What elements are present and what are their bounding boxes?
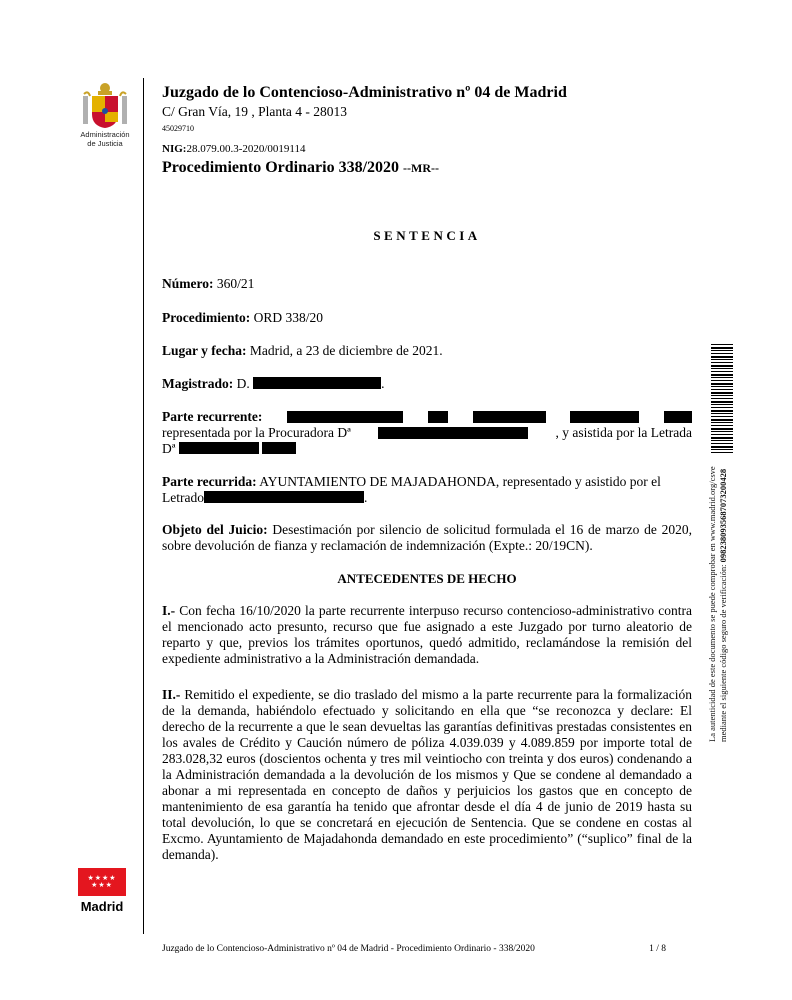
procedure-title [162,159,439,177]
nig-label: NIG: [162,143,187,155]
recurrida-line-2: Letrado . [162,490,368,505]
crest-label [68,130,142,148]
verification-line-1: La autenticidad de este documento se puede comprobar en www.madrid.org/csve [707,466,717,742]
procedure-suffix: --MR-- [403,161,439,175]
recurrida-label: Parte recurrida: [162,474,257,489]
footer-text: Juzgado de lo Contencioso-Administrativo nº 04 de Madrid - Procedimiento Ordinario - 338/2020 [162,944,535,954]
antecedente-2-text: Remitido el expediente, se dio traslado del mismo a la parte recurrente para la formalización de la demanda, habiéndolo efectuado y solicitando en ella que “se reconozca y declare: El derecho de la recurrente a que le sean devueltas las garantías definitivas prestadas consistentes en los avales de Crédito y Caución número de póliza 4.039.039 y 4.089.859 por importe total de 283.028,32 euros (doscientos ochenta y tres mil veintiocho con treinta y dos euros) condenando a la Administración demandada a la devolución de los mismos y Que se condene al demandado a abonar a mi representada en concepto de daños y perjuicios los gastos que en concepto de mantenimiento de esa garantía ha tenido que afrontar desde el día 4 de junio de 2019 hasta su total devolución, lo que se concretará en ejecución de Sentencia. Que se condene en costas al Excmo. Ayuntamiento de Majadahonda demandado en este procedimiento” (“suplico” final de la demanda). [162,687,693,862]
antecedente-2 [162,687,692,863]
recurrente-text-2: , y asistida por la Letrada [555,425,692,440]
redacted-name-2 [428,411,448,423]
numero-value: 360/21 [216,276,255,291]
antecedente-2-label: II.- [162,687,181,702]
procedure-name: Procedimiento Ordinario 338/2020 [162,159,400,176]
recurrida-text: AYUNTAMIENTO DE MAJADAHONDA, representado y asistido por el [259,474,661,489]
antecedente-1 [162,603,692,667]
nig-value: 28.079.00.3-2020/0019114 [186,143,306,155]
numero-field [162,276,692,292]
recurrida-field [162,474,692,506]
recurrente-line-1 [162,409,692,425]
recurrente-label: Parte recurrente: [162,409,263,424]
verification-code: 0982380935687073200428 [718,468,728,563]
madrid-flag-icon: ★★★★ ★★★ [78,868,126,896]
verification-barcode [711,344,733,454]
redacted-letrada-1 [179,442,259,454]
antecedentes-heading: ANTECEDENTES DE HECHO [337,571,517,586]
nig-line [162,143,306,155]
objeto-field [162,522,692,554]
magistrado-field: Magistrado: D. . [162,376,385,391]
page-number: 1 / 8 [649,944,666,954]
court-name: Juzgado de lo Contencioso-Administrativo nº 04 de Madrid [162,84,567,101]
lugar-value: Madrid, a 23 de diciembre de 2021. [249,343,443,358]
recurrente-field [162,409,692,457]
procedimiento-label: Procedimiento: [162,310,251,325]
redacted-procuradora [378,427,528,439]
recurrente-text-3: Dª [162,441,176,456]
crest-label-line-2: de Justicia [87,139,123,148]
objeto-label: Objeto del Juicio: [162,522,268,537]
redacted-name-3 [473,411,546,423]
verification-line-2 [718,462,729,742]
lugar-label: Lugar y fecha: [162,343,247,358]
objeto-text: Desestimación por silencio de solicitud formulada el 16 de marzo de 2020, sobre devolución de fianza y reclamación de indemnización (Expte.: 20/19CN). [162,522,693,553]
redacted-letrado [204,491,364,503]
madrid-logo-text: Madrid [80,899,124,914]
lugar-fecha-field [162,343,692,359]
recurrente-line-3 [162,441,692,457]
numero-label: Número: [162,276,214,291]
redacted-name-5 [664,411,692,423]
magistrado-label: Magistrado: [162,376,234,391]
magistrado-prefix: D. [236,376,250,391]
court-code: 45029710 [162,124,194,133]
redacted-name-1 [287,411,403,423]
comunidad-madrid-logo [78,868,126,914]
recurrida-text-2: Letrado [162,490,204,505]
procedimiento-field [162,310,692,326]
page-footer [162,944,666,954]
recurrente-line-2 [162,425,692,441]
verification-side-text [707,462,741,742]
recurrente-text-1: representada por la Procuradora Dª [162,425,351,440]
recurrida-line-1 [162,474,692,490]
left-divider-line [143,78,144,934]
redacted-name-4 [570,411,639,423]
redacted-magistrado [253,377,381,389]
procedimiento-value: ORD 338/20 [253,310,323,325]
crest-label-line-1: Administración [80,130,130,139]
antecedente-1-label: I.- [162,603,176,618]
redacted-letrada-2 [262,442,296,454]
document-title: SENTENCIA [373,228,481,243]
antecedente-1-text: Con fecha 16/10/2020 la parte recurrente interpuso recurso contencioso-administrativo contra el mencionado acto presunto, recurso que fue asignado a este Juzgado por turno aleatorio de reparto y que, previos los trámites oportunos, quedó admitido, reclamándose la remisión del expediente administrativo a la Administración demandada. [162,603,692,666]
court-address: C/ Gran Vía, 19 , Planta 4 - 28013 [162,104,347,119]
verification-line-2-text: mediante el siguiente código seguro de verificación: [718,564,728,742]
